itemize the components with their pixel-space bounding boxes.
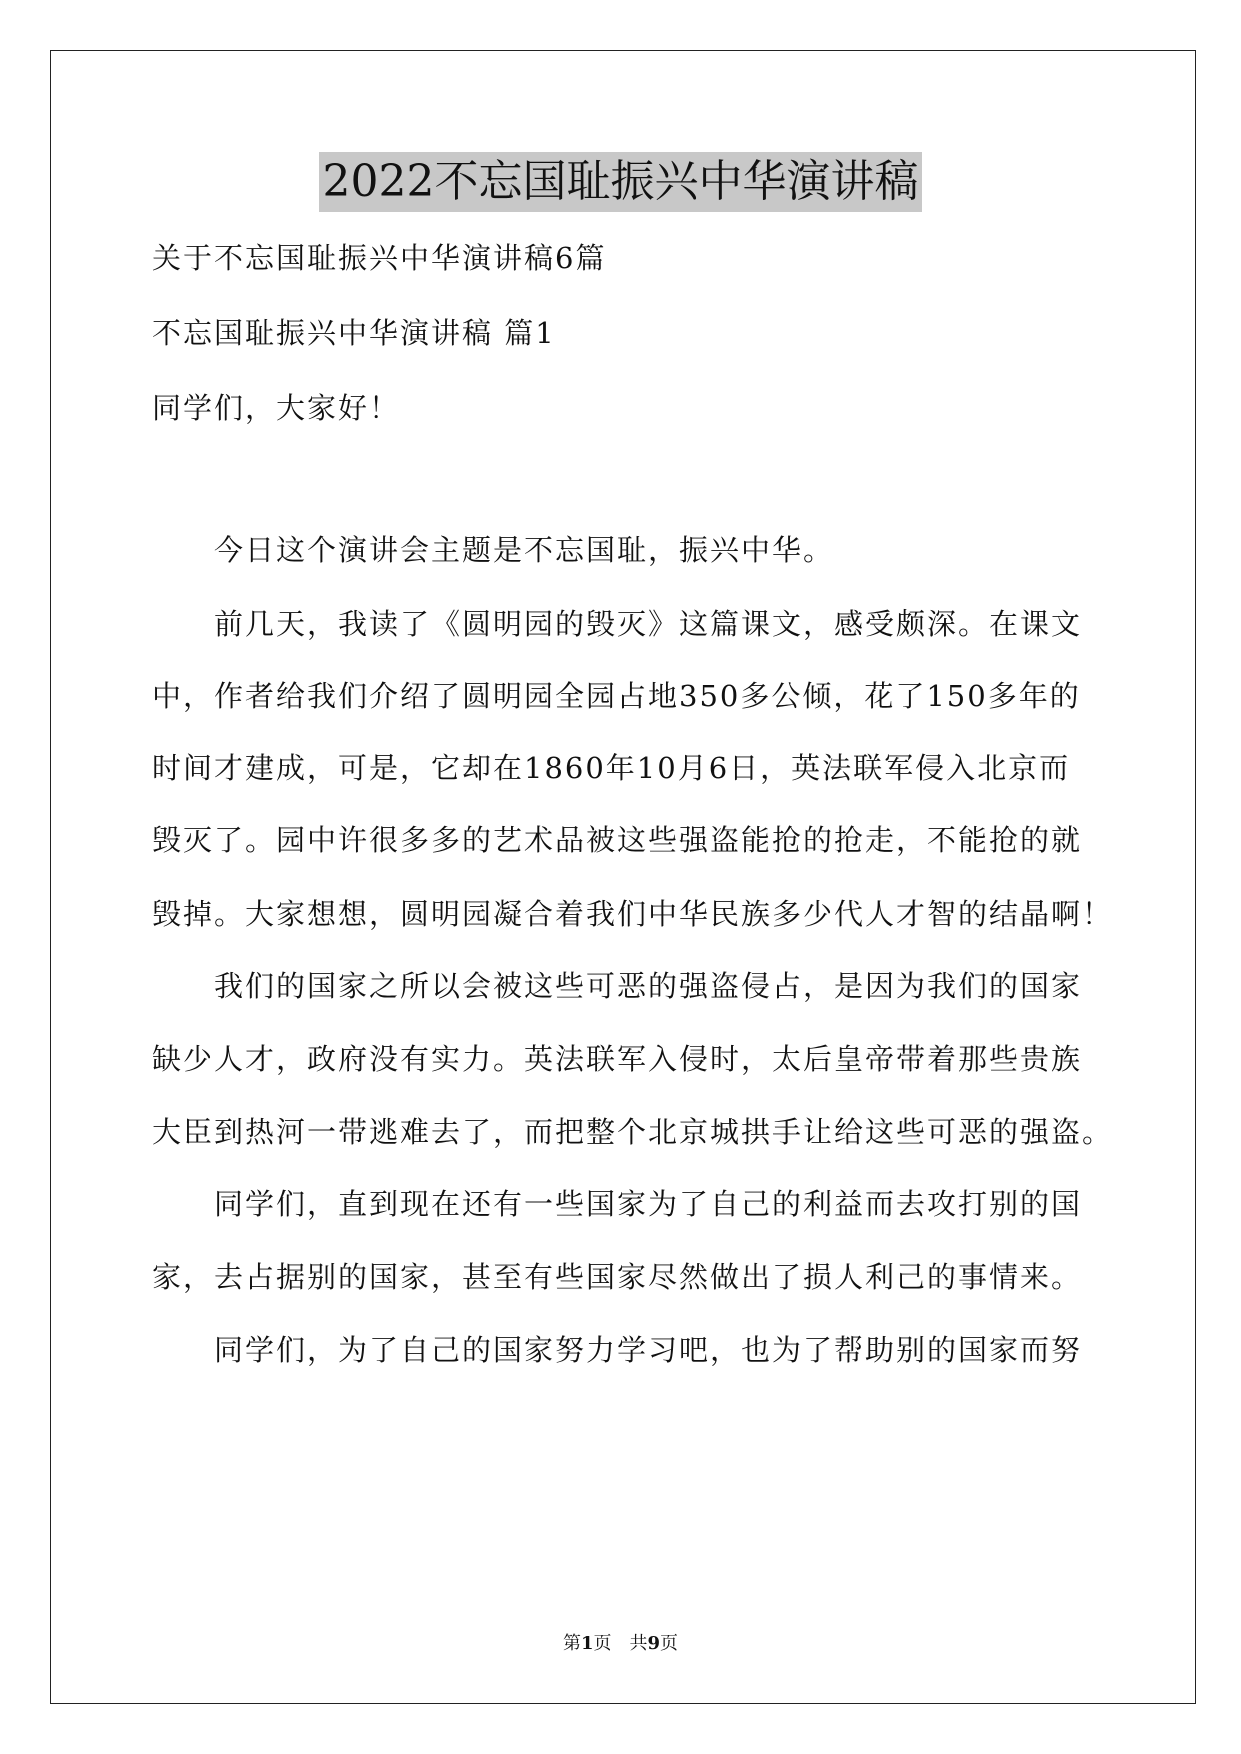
paragraph-line: 家，去占据别的国家，甚至有些国家尽然做出了损人利己的事情来。	[152, 1260, 1083, 1294]
paragraph-line: 时间才建成，可是，它却在1860年10月6日，英法联军侵入北京而	[152, 751, 1071, 785]
footer-page-mid: 页 共	[593, 1633, 648, 1654]
section-heading: 不忘国耻振兴中华演讲稿 篇1	[152, 316, 556, 350]
document-title: 2022不忘国耻振兴中华演讲稿	[319, 152, 923, 212]
paragraph-line: 同学们，为了自己的国家努力学习吧，也为了帮助别的国家而努	[214, 1333, 1083, 1367]
footer-page-prefix: 第	[562, 1633, 581, 1654]
paragraph-line: 我们的国家之所以会被这些可恶的强盗侵占，是因为我们的国家	[214, 969, 1083, 1003]
document-subtitle: 关于不忘国耻振兴中华演讲稿6篇	[152, 241, 607, 275]
page-border	[50, 50, 1196, 1704]
footer-page-total: 9	[647, 1633, 661, 1654]
footer-page-suffix: 页	[660, 1633, 679, 1654]
paragraph-line: 大臣到热河一带逃难去了，而把整个北京城拱手让给这些可恶的强盗。	[152, 1115, 1114, 1149]
paragraph-line: 毁掉。大家想想，圆明园凝合着我们中华民族多少代人才智的结晶啊！	[152, 897, 1114, 931]
paragraph-line: 缺少人才，政府没有实力。英法联军入侵时，太后皇帝带着那些贵族	[152, 1042, 1083, 1076]
title-container	[0, 152, 1241, 212]
page-footer	[0, 1632, 1241, 1656]
footer-page-current: 1	[580, 1633, 594, 1654]
paragraph-line: 毁灭了。园中许很多多的艺术品被这些强盗能抢的抢走，不能抢的就	[152, 823, 1083, 857]
paragraph-line: 今日这个演讲会主题是不忘国耻，振兴中华。	[214, 533, 835, 567]
paragraph-line: 中，作者给我们介绍了圆明园全园占地350多公倾，花了150多年的	[152, 679, 1081, 713]
paragraph-line: 前几天，我读了《圆明园的毁灭》这篇课文，感受颇深。在课文	[214, 607, 1083, 641]
paragraph-line: 同学们，直到现在还有一些国家为了自己的利益而去攻打别的国	[214, 1187, 1083, 1221]
greeting-line: 同学们，大家好！	[152, 391, 401, 425]
